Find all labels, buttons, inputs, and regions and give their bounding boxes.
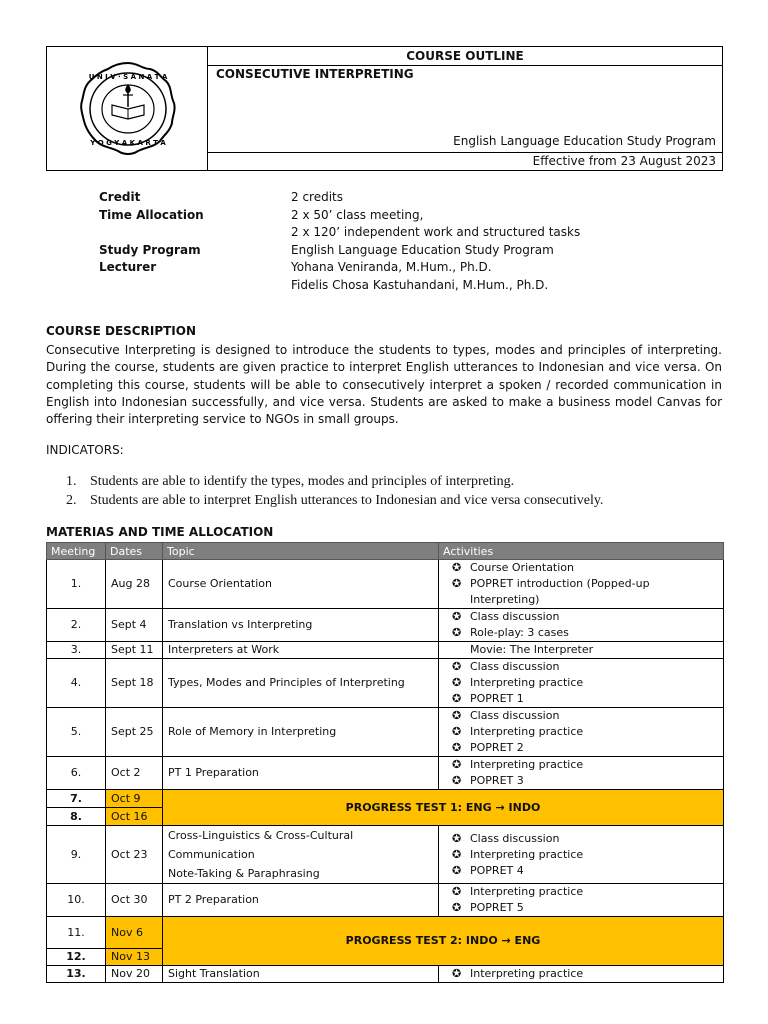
info-label: Time Allocation (99, 207, 204, 222)
info-value: 2 credits (291, 190, 344, 204)
meeting-topic: PT 2 Preparation (163, 884, 439, 917)
star-bullet-icon: ✪ (452, 758, 462, 771)
star-bullet-icon: ✪ (452, 885, 462, 898)
info-value: English Language Education Study Program (291, 242, 554, 257)
star-bullet-icon: ✪ (452, 577, 462, 590)
meeting-number: 10. (47, 884, 106, 917)
meeting-activities (439, 609, 724, 642)
meeting-date: Sept 25 (106, 708, 163, 757)
activity-item (444, 609, 718, 625)
col-header-activities: Activities (439, 543, 724, 560)
activity-item (444, 966, 718, 982)
activity-item (444, 773, 718, 789)
progress-test-1-banner: PROGRESS TEST 1: ENG → INDO (163, 790, 724, 826)
activity-text: Interpreting) (470, 593, 540, 606)
meeting-date: Oct 30 (106, 884, 163, 917)
meeting-activities (439, 826, 724, 884)
meeting-topic: Types, Modes and Principles of Interpreting (163, 659, 439, 708)
meeting-activities (439, 708, 724, 757)
meeting-topic: Role of Memory in Interpreting (163, 708, 439, 757)
activity-item (444, 900, 718, 916)
activity-text: Class discussion (470, 709, 560, 722)
activity-text: Class discussion (470, 660, 560, 673)
meeting-date: Oct 9 (106, 790, 163, 808)
activity-text: POPRET 3 (470, 774, 524, 787)
meeting-date: Sept 4 (106, 609, 163, 642)
meeting-activities (439, 757, 724, 790)
star-bullet-icon: ✪ (452, 610, 462, 623)
meeting-topic: Course Orientation (163, 560, 439, 609)
indicator-number: 1. (66, 474, 77, 489)
indicator-item (66, 491, 603, 510)
meeting-activities (439, 642, 724, 659)
meeting-date: Sept 11 (106, 642, 163, 659)
meeting-activities (439, 884, 724, 917)
activity-item (444, 659, 718, 675)
topic-line: Cross-Linguistics & Cross-Cultural Communication (168, 829, 354, 861)
activity-item (444, 708, 718, 724)
activity-item (444, 576, 718, 592)
meeting-date: Oct 16 (106, 808, 163, 826)
star-bullet-icon: ✪ (452, 847, 462, 861)
star-bullet-icon: ✪ (452, 774, 462, 787)
star-bullet-icon: ✪ (452, 831, 462, 845)
col-header-meeting: Meeting (47, 543, 106, 560)
star-bullet-icon: ✪ (452, 626, 462, 639)
course-name: CONSECUTIVE INTERPRETING (216, 67, 414, 81)
activity-item (444, 560, 718, 576)
university-seal-logo (76, 59, 180, 159)
meeting-date: Aug 28 (106, 560, 163, 609)
activity-text: Interpreting practice (470, 758, 584, 771)
table-row (47, 826, 724, 884)
activity-text: POPRET introduction (Popped-up (470, 577, 650, 590)
star-bullet-icon: ✪ (452, 967, 462, 980)
meeting-number: 9. (47, 826, 106, 884)
activity-text: POPRET 2 (470, 741, 524, 754)
meeting-number: 7. (47, 790, 106, 808)
star-bullet-icon: ✪ (452, 725, 462, 738)
meeting-topic (163, 826, 439, 884)
course-name-cell (208, 66, 722, 153)
col-header-topic: Topic (163, 543, 439, 560)
activity-item (444, 757, 718, 773)
meeting-number: 1. (47, 560, 106, 609)
star-bullet-icon: ✪ (452, 561, 462, 574)
col-header-dates: Dates (106, 543, 163, 560)
activity-text: Interpreting practice (470, 676, 584, 689)
meeting-number: 6. (47, 757, 106, 790)
activity-item (444, 592, 718, 608)
activity-item (444, 691, 718, 707)
meeting-number: 8. (47, 808, 106, 826)
table-row (47, 708, 724, 757)
star-bullet-icon: ✪ (452, 901, 462, 914)
table-row (47, 659, 724, 708)
meeting-activities (439, 659, 724, 708)
activity-text: Movie: The Interpreter (470, 643, 594, 656)
meeting-number: 3. (47, 642, 106, 659)
meeting-number: 12. (47, 949, 106, 966)
activity-text: Interpreting practice (470, 967, 584, 980)
indicator-text: Students are able to interpret English utterances to Indonesian and vice versa consecutively. (90, 493, 604, 508)
meeting-number: 5. (47, 708, 106, 757)
info-label: Credit (99, 190, 141, 204)
table-header-row (47, 543, 724, 560)
info-value: 2 x 50’ class meeting, (291, 207, 424, 222)
meeting-topic: Sight Translation (163, 966, 439, 983)
course-description-heading: COURSE DESCRIPTION (46, 324, 197, 338)
topic-line: Note-Taking & Paraphrasing (168, 867, 320, 880)
meeting-date: Oct 23 (106, 826, 163, 884)
activity-item (444, 863, 718, 879)
activity-item (444, 642, 718, 658)
star-bullet-icon: ✪ (452, 660, 462, 673)
star-bullet-icon: ✪ (452, 863, 462, 877)
course-description-text: Consecutive Interpreting is designed to introduce the students to types, modes and principles of interpreting. During the course, students are given practice to interpret English utterances to Indonesian and vice versa. On completing this course, students will be able to consecutively interpret a spoken / recorded communication in English into Indonesian successfully, and vice versa. Students are asked to make a business model Canvas for offering their interpreting service to NGOs in small groups. (46, 343, 722, 427)
indicator-number: 2. (66, 493, 77, 508)
activity-text: Interpreting practice (470, 725, 584, 738)
activity-text: POPRET 4 (470, 863, 524, 877)
activity-text: Class discussion (470, 610, 560, 623)
meeting-date: Nov 6 (106, 917, 163, 949)
meeting-date: Nov 20 (106, 966, 163, 983)
activity-item (444, 884, 718, 900)
activity-text: Course Orientation (470, 561, 575, 574)
table-row (47, 966, 724, 983)
table-row (47, 642, 724, 659)
table-row (47, 884, 724, 917)
meeting-date: Oct 2 (106, 757, 163, 790)
table-row (47, 609, 724, 642)
info-value: 2 x 120’ independent work and structured tasks (291, 225, 581, 239)
meeting-number: 13. (47, 966, 106, 983)
meeting-number: 11. (47, 917, 106, 949)
meeting-activities (439, 966, 724, 983)
table-row (47, 790, 724, 808)
info-label: Study Program (99, 242, 201, 257)
meeting-topic: PT 1 Preparation (163, 757, 439, 790)
indicators-list (66, 472, 603, 510)
meeting-topic: Interpreters at Work (163, 642, 439, 659)
schedule-table (46, 542, 724, 983)
svg-text:Y O G Y A K A R T A: Y O G Y A K A R T A (90, 139, 166, 147)
activity-text: POPRET 1 (470, 692, 524, 705)
table-row (47, 757, 724, 790)
star-bullet-icon: ✪ (452, 692, 462, 705)
activity-item (444, 740, 718, 756)
activity-text: POPRET 5 (470, 901, 524, 914)
materials-heading: MATERIAS AND TIME ALLOCATION (46, 525, 274, 539)
info-label: Lecturer (99, 260, 157, 274)
activity-text: Role-play: 3 cases (470, 626, 569, 639)
meeting-topic: Translation vs Interpreting (163, 609, 439, 642)
activity-item (444, 724, 718, 740)
table-row (47, 917, 724, 949)
meeting-number: 2. (47, 609, 106, 642)
document-title: COURSE OUTLINE (208, 47, 722, 66)
activity-item (444, 625, 718, 641)
progress-test-2-banner: PROGRESS TEST 2: INDO → ENG (163, 917, 724, 966)
meeting-date: Nov 13 (106, 949, 163, 966)
activity-text: Class discussion (470, 831, 560, 845)
meeting-activities (439, 560, 724, 609)
table-row (47, 560, 724, 609)
activity-text: Interpreting practice (470, 885, 584, 898)
star-bullet-icon: ✪ (452, 676, 462, 689)
logo-cell (47, 47, 208, 170)
star-bullet-icon: ✪ (452, 741, 462, 754)
indicator-text: Students are able to identify the types, modes and principles of interpreting. (90, 474, 515, 489)
svg-text:U N I V · S A N A T A: U N I V · S A N A T A (88, 73, 168, 81)
star-bullet-icon: ✪ (452, 709, 462, 722)
indicators-heading: INDICATORS: (46, 443, 124, 457)
study-program-header: English Language Education Study Program (453, 134, 716, 148)
activity-text: Interpreting practice (470, 847, 584, 861)
indicator-item (66, 472, 603, 491)
info-value: Fidelis Chosa Kastuhandani, M.Hum., Ph.D. (291, 277, 549, 292)
activity-item (444, 831, 718, 847)
header-box (46, 46, 723, 171)
meeting-date: Sept 18 (106, 659, 163, 708)
activity-item (444, 847, 718, 863)
effective-date: Effective from 23 August 2023 (532, 154, 716, 168)
info-value: Yohana Veniranda, M.Hum., Ph.D. (291, 260, 492, 274)
activity-item (444, 675, 718, 691)
meeting-number: 4. (47, 659, 106, 708)
